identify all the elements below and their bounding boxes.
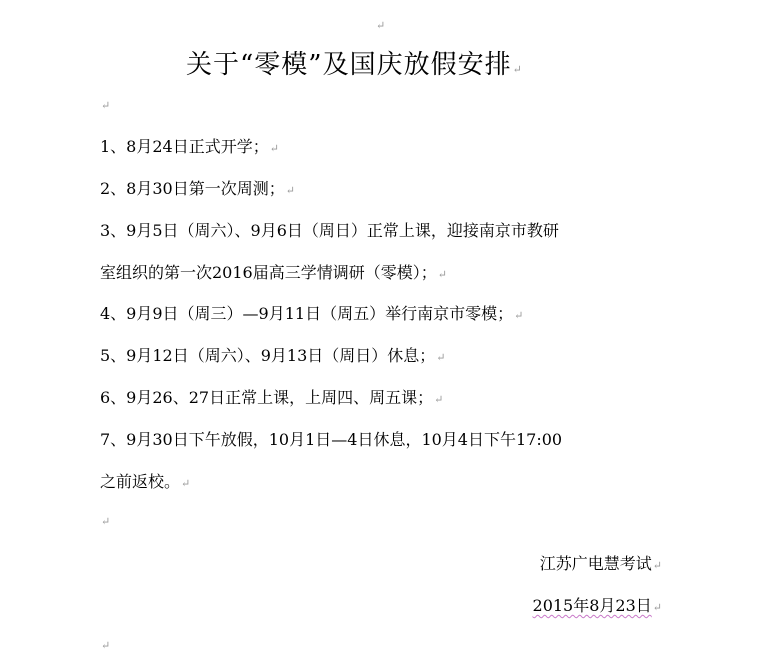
paragraph-mark: ↵	[652, 601, 662, 614]
paragraph-mark: ↵	[285, 184, 295, 197]
signature-org-text: 江苏广电慧考试	[539, 554, 652, 573]
list-item-5	[100, 343, 445, 366]
signature-org	[540, 551, 662, 574]
title-text: 关于“零模”及国庆放假安排	[186, 50, 512, 80]
document-title	[186, 44, 523, 81]
signature-date-text: 2015年8月23日	[532, 596, 652, 615]
list-item-4	[100, 301, 523, 324]
paragraph-mark: ↵	[436, 351, 446, 364]
paragraph-mark: ↵	[101, 639, 111, 652]
paragraph-mark: ↵	[376, 19, 386, 32]
empty-line-2	[100, 510, 110, 529]
list-item-7-line-2	[100, 469, 190, 492]
signature-date	[533, 593, 662, 616]
paragraph-mark: ↵	[269, 142, 279, 155]
list-item-6	[100, 385, 443, 408]
list-item-3-line-1	[100, 218, 559, 241]
list-item-2	[100, 176, 295, 199]
list-item-1	[100, 134, 279, 157]
top-paragraph-mark	[375, 14, 385, 33]
list-item-text: 室组织的第一次2016届高三学情调研（零模）；	[100, 263, 437, 282]
list-item-text: 4、9月9日（周三）—9月11日（周五）举行南京市零模；	[100, 304, 514, 323]
list-item-text: 之前返校。	[100, 472, 181, 491]
paragraph-mark: ↵	[181, 477, 191, 490]
paragraph-mark: ↵	[652, 559, 662, 572]
empty-line-3	[100, 634, 110, 653]
paragraph-mark: ↵	[514, 309, 524, 322]
list-item-7-line-1	[100, 427, 562, 450]
paragraph-mark: ↵	[101, 99, 111, 112]
list-item-text: 7、9月30日下午放假，10月1日—4日休息，10月4日下午17:00	[100, 430, 563, 449]
list-item-text: 6、9月26、27日正常上课，上周四、周五课；	[100, 388, 434, 407]
list-item-text: 3、9月5日（周六）、9月6日（周日）正常上课，迎接南京市教研	[100, 221, 559, 240]
paragraph-mark: ↵	[512, 63, 523, 76]
empty-line-1	[100, 94, 110, 113]
paragraph-mark: ↵	[434, 393, 444, 406]
paragraph-mark: ↵	[437, 268, 447, 281]
list-item-text: 2、8月30日第一次周测；	[100, 179, 285, 198]
list-item-3-line-2	[100, 260, 447, 283]
paragraph-mark: ↵	[101, 515, 111, 528]
list-item-text: 1、8月24日正式开学；	[100, 137, 269, 156]
list-item-text: 5、9月12日（周六）、9月13日（周日）休息；	[100, 346, 436, 365]
